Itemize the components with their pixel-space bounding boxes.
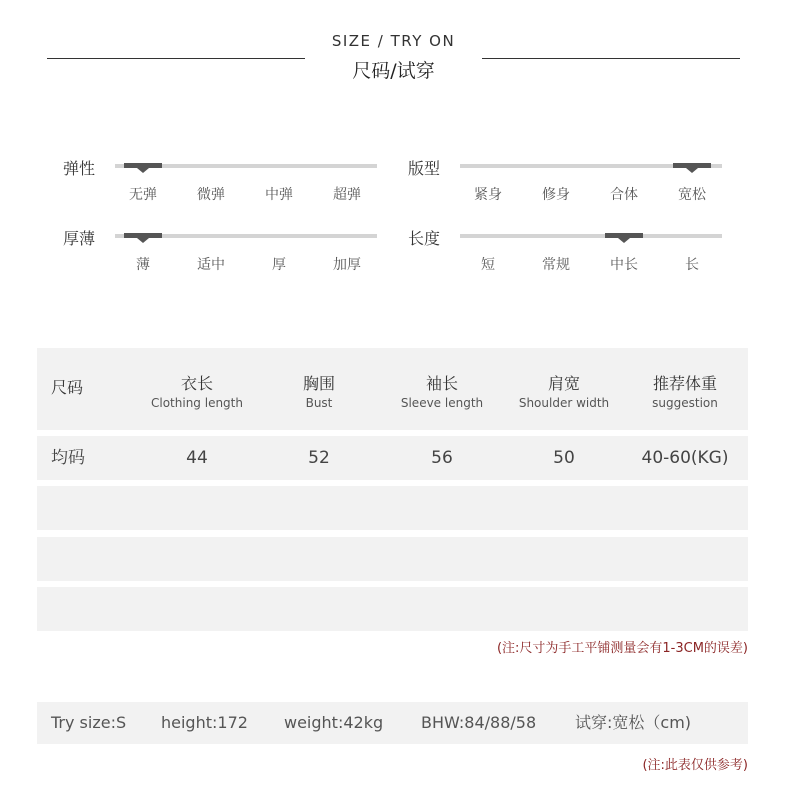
property-track <box>460 234 722 238</box>
column-header-sleeve-length <box>381 374 503 412</box>
property-option: 厚 <box>272 257 286 273</box>
table-row <box>37 436 748 480</box>
column-header-cn: 肩宽 <box>547 374 580 393</box>
property-label: 厚薄 <box>63 229 96 248</box>
property-option: 修身 <box>542 187 570 203</box>
property-label: 弹性 <box>63 159 96 178</box>
property-option: 中弹 <box>265 187 293 203</box>
try-on-height: height:172 <box>161 713 248 732</box>
property-marker <box>124 233 162 238</box>
property-fit <box>408 156 738 216</box>
property-option: 薄 <box>136 257 150 273</box>
column-header-shoulder-width <box>503 374 625 412</box>
table-row-empty <box>37 587 748 631</box>
property-marker <box>605 233 643 238</box>
property-track <box>115 164 377 168</box>
property-option: 适中 <box>197 257 225 273</box>
column-header-cn: 胸围 <box>302 374 335 393</box>
property-track <box>115 234 377 238</box>
property-option: 长 <box>685 257 699 273</box>
column-header-cn: 推荐体重 <box>652 374 717 393</box>
column-header-en: Shoulder width <box>518 396 610 410</box>
property-track <box>460 164 722 168</box>
property-option: 短 <box>481 257 495 273</box>
size-table-header <box>37 348 748 430</box>
header-title-en: SIZE / TRY ON <box>331 32 456 50</box>
property-elasticity <box>63 156 393 216</box>
try-on-info-bar <box>37 702 748 744</box>
column-header-en: suggestion <box>652 396 718 410</box>
header-rule-left <box>47 58 305 59</box>
header-rule-right <box>482 58 740 59</box>
reference-note: (注:此表仅供参考) <box>642 758 748 773</box>
property-option: 合体 <box>610 187 638 203</box>
column-header-en: Bust <box>305 396 333 410</box>
property-option: 中长 <box>610 257 638 273</box>
column-header-bust <box>259 374 379 412</box>
property-marker <box>673 163 711 168</box>
table-cell: 56 <box>431 448 453 468</box>
size-column-header: 尺码 <box>51 378 84 397</box>
try-on-size: Try size:S <box>51 713 127 732</box>
property-option: 加厚 <box>333 257 361 273</box>
property-label: 长度 <box>408 229 441 248</box>
table-cell: 40-60(KG) <box>641 448 729 468</box>
column-header-cn: 衣长 <box>180 374 213 393</box>
property-option: 超弹 <box>333 187 361 203</box>
table-cell: 44 <box>186 448 208 468</box>
property-option: 微弹 <box>197 187 225 203</box>
header-title-cn: 尺码/试穿 <box>352 60 435 82</box>
column-header-cn: 袖长 <box>425 374 458 393</box>
table-cell-size: 均码 <box>51 448 85 468</box>
table-cell: 52 <box>308 448 330 468</box>
column-header-clothing-length <box>137 374 257 412</box>
property-label: 版型 <box>408 159 441 178</box>
try-on-bhw: BHW:84/88/58 <box>421 713 537 732</box>
table-row-empty <box>37 537 748 581</box>
property-option: 常规 <box>542 257 570 273</box>
property-thickness <box>63 226 393 286</box>
table-cell: 50 <box>553 448 575 468</box>
property-option: 紧身 <box>474 187 502 203</box>
property-option: 无弹 <box>129 187 157 203</box>
column-header-en: Sleeve length <box>400 396 484 410</box>
column-header-en: Clothing length <box>151 396 243 410</box>
column-header-weight-suggestion <box>627 374 743 412</box>
table-row-empty <box>37 486 748 530</box>
property-length <box>408 226 738 286</box>
property-option: 宽松 <box>678 187 706 203</box>
try-on-fit: 试穿:宽松（cm) <box>575 713 692 732</box>
property-marker <box>124 163 162 168</box>
try-on-weight: weight:42kg <box>284 713 384 732</box>
measurement-note: (注:尺寸为手工平铺测量会有1-3CM的误差) <box>496 641 748 656</box>
